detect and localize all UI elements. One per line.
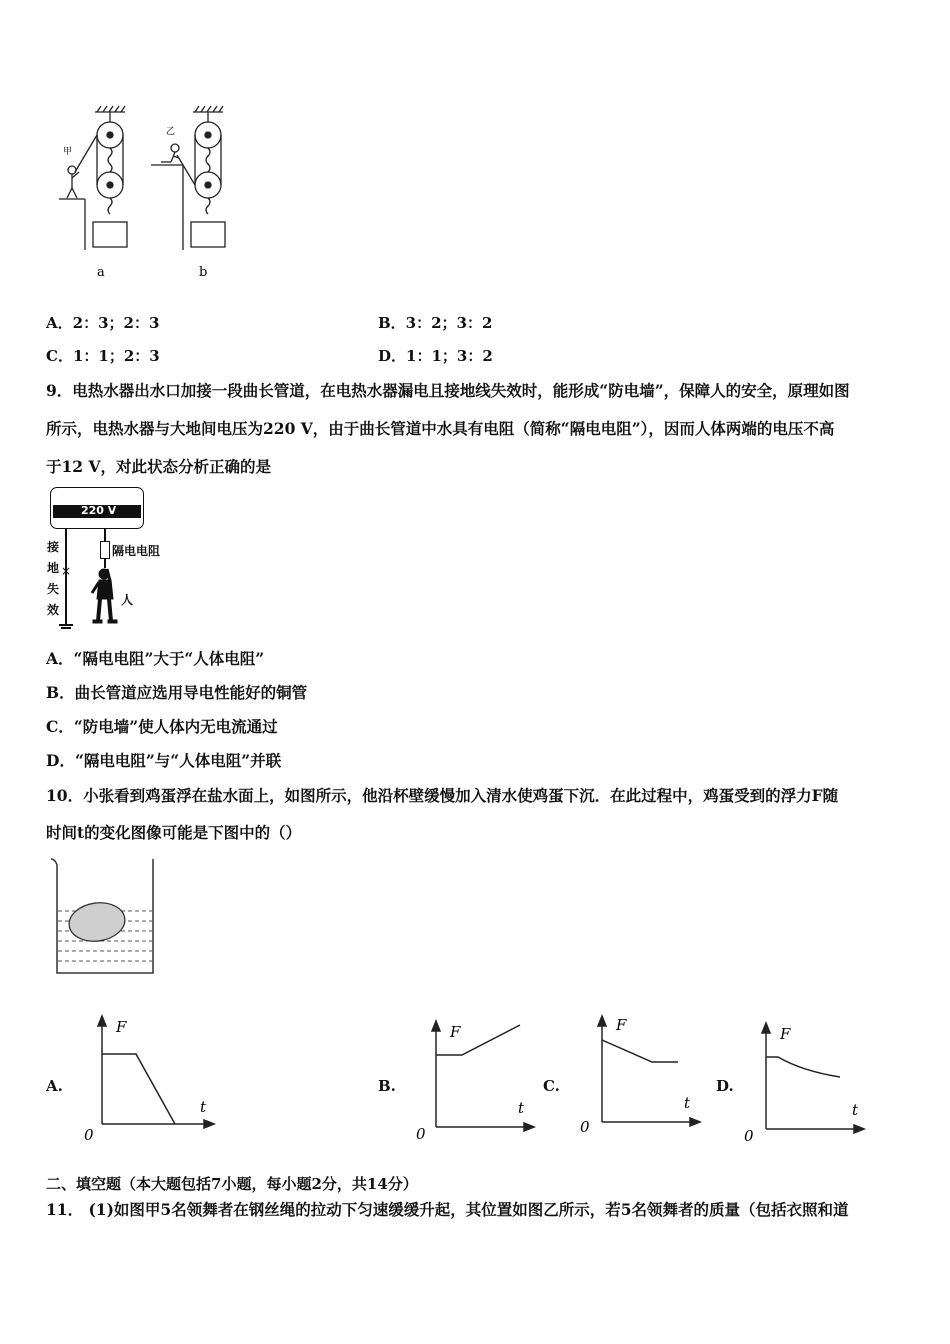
beaker-figure (45, 855, 160, 980)
ground-label-3: 失 (47, 582, 60, 596)
q8-option-c[interactable]: C．1：1；2：3 (46, 347, 160, 365)
graph-c-origin: 0 (580, 1118, 590, 1136)
q9-stem-line-2: 所示，电热水器与大地间电压为220 V，由于曲长管道中水具有电阻（简称“隔电电阻”），因而人体两端的电压不高 (46, 419, 835, 438)
graph-d-x-label: t (852, 1101, 859, 1119)
graph-a[interactable] (80, 1012, 220, 1147)
break-mark: × (61, 564, 72, 578)
graph-b-curve (436, 1025, 520, 1055)
graph-b-origin: 0 (416, 1125, 426, 1143)
graph-a-x-label: t (200, 1098, 207, 1116)
ground-label-1: 接 (47, 540, 60, 554)
graph-a-origin: 0 (84, 1126, 94, 1144)
q10-option-a-label[interactable]: A. (46, 1077, 63, 1095)
graph-d[interactable] (742, 1017, 872, 1147)
graph-c-y-label: F (616, 1016, 627, 1034)
outlet-pipe (104, 529, 106, 541)
ground-symbol (59, 624, 73, 626)
graph-a-y-label: F (116, 1018, 127, 1036)
q9-stem-line-3: 于12 V，对此状态分析正确的是 (46, 457, 271, 476)
graph-b[interactable] (412, 1015, 542, 1145)
q11-stem-line-1: 11． (1)如图甲5名领舞者在钢丝绳的拉动下匀速缓缓升起，其位置如图乙所示，若5名领舞者的质量（包括衣照和道 (46, 1200, 849, 1219)
graph-c-x-label: t (684, 1094, 691, 1112)
resistor-label: 隔电电阻 (112, 544, 161, 558)
ground-label-2: 地 (47, 561, 60, 575)
q9-option-d[interactable]: D．“隔电电阻”与“人体电阻”并联 (46, 751, 282, 770)
graph-d-y-label: F (780, 1025, 791, 1043)
q10-option-c-label[interactable]: C. (543, 1077, 560, 1095)
graph-c-curve (602, 1040, 678, 1062)
graph-a-curve (102, 1054, 175, 1124)
q8-option-a[interactable]: A．2：3；2：3 (46, 314, 160, 332)
voltage-label: 220 V (81, 504, 117, 517)
person-a-label: 甲 (63, 147, 73, 157)
q10-stem-line-1: 10．小张看到鸡蛋浮在盐水面上，如图所示，他沿杯壁缓慢加入清水使鸡蛋下沉．在此过程中，鸡蛋受到的浮力F随 (46, 786, 839, 805)
section-heading: 二、填空题（本大题包括7小题，每小题2分，共14分） (46, 1175, 418, 1193)
isolation-resistor (100, 541, 110, 559)
q9-option-c[interactable]: C．“防电墙”使人体内无电流通过 (46, 717, 278, 736)
graph-c[interactable] (578, 1010, 708, 1140)
q8-option-b[interactable]: B．3：2；3：2 (378, 314, 493, 332)
q10-option-b-label[interactable]: B. (378, 1077, 396, 1095)
person-b-label: 乙 (166, 127, 176, 137)
q9-option-b[interactable]: B．曲长管道应选用导电性能好的铜管 (46, 683, 308, 702)
figure-a-label: a (97, 265, 105, 280)
ground-label-4: 效 (47, 603, 60, 617)
graph-b-x-label: t (518, 1099, 525, 1117)
pulley-figure (55, 100, 245, 285)
person-label: 人 (121, 593, 134, 607)
figure-b-label: b (199, 265, 208, 280)
q8-option-d[interactable]: D．1：1；3：2 (378, 347, 493, 365)
graph-d-curve (766, 1057, 840, 1077)
water-heater-figure (45, 485, 195, 630)
graph-d-origin: 0 (744, 1127, 754, 1145)
graph-b-y-label: F (450, 1023, 461, 1041)
egg (67, 899, 128, 944)
q10-stem-line-2: 时间t的变化图像可能是下图中的（） (46, 823, 302, 842)
q10-option-d-label[interactable]: D. (716, 1077, 734, 1095)
q9-option-a[interactable]: A．“隔电电阻”大于“人体电阻” (46, 649, 265, 668)
q9-stem-line-1: 9．电热水器出水口加接一段曲长管道，在电热水器漏电且接地线失效时，能形成“防电墙”，保障人的安全，原理如图 (46, 381, 850, 400)
